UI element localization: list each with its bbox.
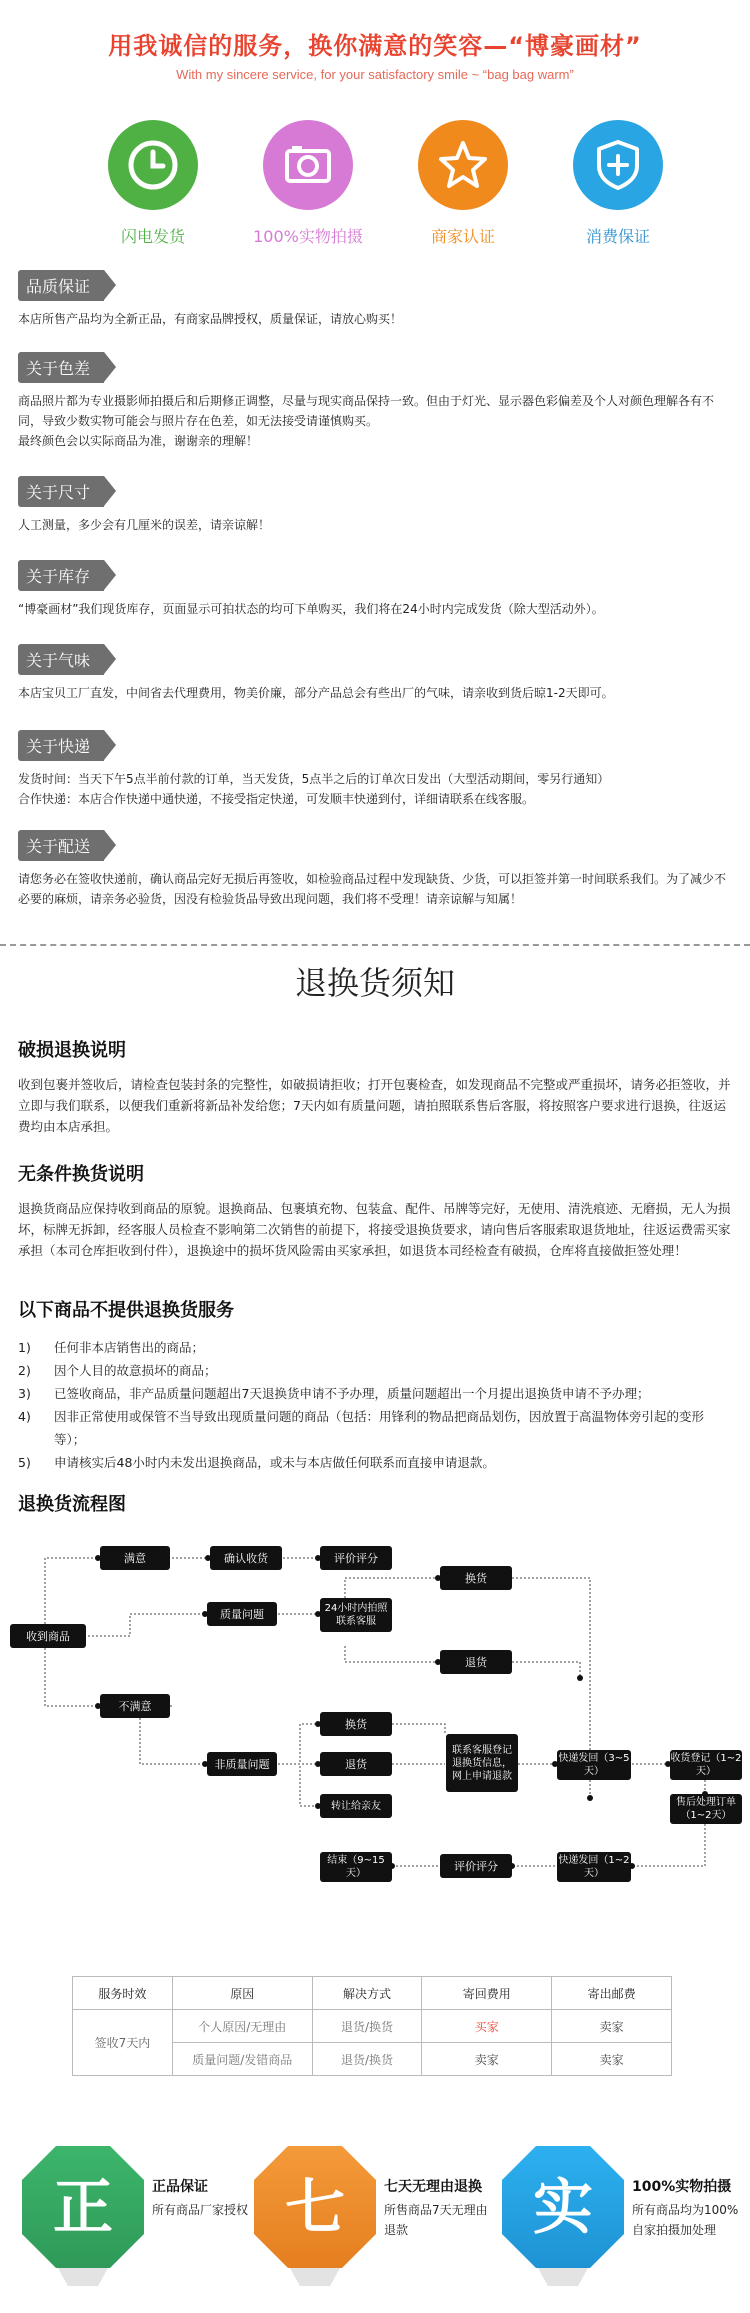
flow-node-satisfied: 满意 bbox=[100, 1546, 170, 1570]
camera-icon bbox=[263, 120, 353, 210]
table-cell-solution: 退货/换货 bbox=[312, 2043, 422, 2076]
section-text: 最终颜色会以实际商品为准，谢谢亲的理解！ bbox=[18, 434, 259, 448]
feature-label: 商家认证 bbox=[430, 227, 495, 246]
flow-node-quality: 质量问题 bbox=[207, 1602, 277, 1626]
excluded-list bbox=[18, 1336, 732, 1474]
list-item: 2) 因个人目的故意损坏的商品； bbox=[18, 1363, 217, 1378]
octagon-badge-icon bbox=[498, 2140, 628, 2290]
shield-plus-icon bbox=[573, 120, 663, 210]
section-tag: 关于尺寸 bbox=[18, 476, 104, 507]
column-header: 解决方式 bbox=[312, 1977, 422, 2010]
table-cell-return-fee: 买家 bbox=[422, 2010, 552, 2043]
list-item: 4) 因非正常使用或保管不当导致出现质量问题的商品（包括：用锋利的物品把商品划伤，因放置于高温物体旁引起的变形等）； bbox=[18, 1409, 705, 1447]
section-express bbox=[18, 730, 734, 809]
list-item: 5) 申请核实后48小时内未发出退换商品，或未与本店做任何联系而直接申请退款。 bbox=[18, 1455, 495, 1470]
table-cell-reason: 质量问题/发错商品 bbox=[172, 2043, 312, 2076]
section-tag: 关于气味 bbox=[18, 644, 104, 675]
block-text: 收到包裹并签收后，请检查包装封条的完整性，如破损请拒收；打开包裹检查，如发现商品不完整或严重损坏，请务必拒签收，并立即与我们联系，以便我们重新将新品补发给您；7天内如有质量问题，请拍照联系售后客服，将按照客户要求进行退换，往返运费均由本店承担。 bbox=[18, 1077, 731, 1134]
badge-genuine bbox=[18, 2140, 268, 2290]
octagon-badge-icon bbox=[250, 2140, 380, 2290]
flow-node-return-mid: 退货 bbox=[320, 1752, 392, 1776]
section-tag: 品质保证 bbox=[18, 270, 104, 301]
feature-fast-delivery bbox=[73, 120, 233, 247]
badge-desc: 所有商品均为100%自家拍摄加处理 bbox=[632, 2203, 739, 2237]
svg-text:七: 七 bbox=[285, 2173, 345, 2243]
feature-label: 100%实物拍摄 bbox=[253, 227, 363, 246]
flow-node-unsatisfied: 不满意 bbox=[100, 1694, 170, 1718]
column-header: 原因 bbox=[172, 1977, 312, 2010]
list-item: 1) 任何非本店销售出的商品； bbox=[18, 1340, 205, 1355]
table-cell-return-fee: 卖家 bbox=[422, 2043, 552, 2076]
flow-node-receipt-register: 收货登记（1~2天） bbox=[670, 1750, 742, 1780]
section-tag: 关于快递 bbox=[18, 730, 104, 761]
clock-icon bbox=[108, 120, 198, 210]
flow-node-gift: 转让给亲友 bbox=[320, 1794, 392, 1818]
flow-node-non-quality: 非质量问题 bbox=[207, 1752, 277, 1776]
section-delivery bbox=[18, 830, 734, 909]
slogan-english: With my sincere service, for your satisfactory smile ~ “bag bag warm” bbox=[176, 67, 574, 82]
section-text: 合作快递：本店合作快递中通快递，不接受指定快递，可发顺丰快递到付，详细请联系在线客服。 bbox=[18, 792, 535, 806]
octagon-badge-icon bbox=[18, 2140, 148, 2290]
block-heading: 以下商品不提供退换货服务 bbox=[18, 1300, 234, 1321]
table-row bbox=[73, 2010, 672, 2043]
damage-return-block bbox=[18, 1036, 732, 1137]
flow-node-exchange-top: 换货 bbox=[440, 1566, 512, 1590]
flow-node-rate-bottom: 评价评分 bbox=[440, 1854, 512, 1878]
block-text: 退换货商品应保持收到商品的原貌。退换商品、包裹填充物、包装盒、配件、吊牌等完好，无使用、清洗痕迹、无磨损，无人为损坏，标牌无拆卸，经客服人员检查不影响第二次销售的前提下，将接受退换货要求，请向售后客服索取退货地址，往返运费需买家承担（本司仓库拒收到付件），退换途中的损坏货风险需由买家承担，如退货本司经检查有破损，仓库将直接做拒签处理！ bbox=[18, 1201, 731, 1258]
section-text: 商品照片都为专业摄影师拍摄后和后期修正调整，尽量与现实商品保持一致。但由于灯光、显示器色彩偏差及个人对颜色理解各有不同，导致少数实物可能会与照片存在色差，如无法接受请谨慎购买。 bbox=[18, 394, 715, 428]
section-text: 发货时间：当天下午5点半前付款的订单，当天发货，5点半之后的订单次日发出（大型活动期间，零另行通知） bbox=[18, 772, 610, 786]
flow-heading-block bbox=[18, 1490, 732, 1516]
badge-title: 100%实物拍摄 bbox=[632, 2179, 732, 2195]
section-stock bbox=[18, 560, 734, 619]
dashed-divider bbox=[0, 944, 750, 946]
flow-node-ship-back2: 快递发回（1~2天） bbox=[557, 1852, 631, 1882]
star-icon bbox=[418, 120, 508, 210]
column-header: 服务时效 bbox=[73, 1977, 173, 2010]
section-text: 请您务必在签收快递前，确认商品完好无损后再签收，如检验商品过程中发现缺货、少货，可以拒签并第一时间联系我们。为了减少不必要的麻烦，请亲务必验货，因没有检验货品导致出现问题，我们将不受理！请亲谅解与知属！ bbox=[18, 872, 727, 906]
slogan-chinese: 用我诚信的服务，换你满意的笑容—“博豪画材” bbox=[108, 32, 642, 60]
svg-text:正: 正 bbox=[53, 2173, 113, 2243]
table-cell-period: 签收7天内 bbox=[73, 2010, 173, 2076]
section-text: “博豪画材”我们现货库存，页面显示可拍状态的均可下单购买，我们将在24小时内完成发货（除大型活动外）。 bbox=[18, 602, 604, 616]
flow-node-receive: 收到商品 bbox=[10, 1624, 86, 1648]
flow-node-exchange-mid: 换货 bbox=[320, 1712, 392, 1736]
feature-label: 闪电发货 bbox=[120, 227, 185, 246]
badge-desc: 所有商品厂家授权 bbox=[152, 2203, 249, 2217]
block-heading: 无条件换货说明 bbox=[18, 1164, 144, 1185]
flow-node-ship-back: 快递发回（3~5天） bbox=[557, 1750, 631, 1780]
excluded-goods-block bbox=[18, 1296, 732, 1474]
table-cell-ship-fee: 卖家 bbox=[552, 2010, 672, 2043]
section-quality bbox=[18, 270, 734, 329]
list-item: 3) 已签收商品，非产品质量问题超出7天退换货申请不予办理，质量问题超出一个月提出退换货申请不予办理； bbox=[18, 1386, 650, 1401]
unconditional-exchange-block bbox=[18, 1160, 732, 1261]
section-color-difference bbox=[18, 352, 734, 451]
flow-node-contact24: 24小时内拍照联系客服 bbox=[320, 1598, 392, 1632]
table-cell-ship-fee: 卖家 bbox=[552, 2043, 672, 2076]
svg-text:实: 实 bbox=[533, 2173, 593, 2243]
header-slogan bbox=[0, 26, 750, 82]
flow-node-cs-form: 联系客服登记退换货信息，网上申请退款 bbox=[446, 1734, 518, 1792]
flow-node-return-top: 退货 bbox=[440, 1650, 512, 1674]
table-header-row bbox=[73, 1977, 672, 2010]
flow-node-rate-top: 评价评分 bbox=[320, 1546, 392, 1570]
block-heading: 破损退换说明 bbox=[18, 1040, 126, 1061]
section-size bbox=[18, 476, 734, 535]
section-text: 人工测量，多少会有几厘米的误差，请亲谅解！ bbox=[18, 518, 271, 532]
returns-title: 退换货须知 bbox=[294, 964, 455, 1002]
badge-desc: 所售商品7天无理由退款 bbox=[384, 2203, 488, 2237]
section-tag: 关于色差 bbox=[18, 352, 104, 383]
badge-seven-day bbox=[250, 2140, 500, 2290]
flow-heading: 退换货流程图 bbox=[18, 1494, 126, 1515]
column-header: 寄出邮费 bbox=[552, 1977, 672, 2010]
return-flow-chart bbox=[0, 1530, 750, 1930]
section-tag: 关于库存 bbox=[18, 560, 104, 591]
flow-node-after-sale: 售后处理订单（1~2天） bbox=[670, 1794, 742, 1824]
badge-real-photo bbox=[498, 2140, 748, 2290]
section-text: 本店宝贝工厂直发，中间省去代理费用，物美价廉，部分产品总会有些出厂的气味，请亲收到货后晾1-2天即可。 bbox=[18, 686, 614, 700]
flow-node-end: 结束（9~15天） bbox=[320, 1852, 392, 1882]
feature-merchant-certified bbox=[383, 120, 543, 247]
service-table bbox=[72, 1976, 672, 2076]
flow-node-confirm: 确认收货 bbox=[210, 1546, 282, 1570]
column-header: 寄回费用 bbox=[422, 1977, 552, 2010]
table-cell-solution: 退货/换货 bbox=[312, 2010, 422, 2043]
feature-row bbox=[0, 120, 750, 260]
feature-real-photo bbox=[228, 120, 388, 247]
badge-title: 正品保证 bbox=[152, 2179, 208, 2195]
badge-title: 七天无理由退换 bbox=[384, 2179, 482, 2195]
section-tag: 关于配送 bbox=[18, 830, 104, 861]
section-smell bbox=[18, 644, 734, 703]
feature-consumer-guarantee bbox=[538, 120, 698, 247]
table-cell-reason: 个人原因/无理由 bbox=[172, 2010, 312, 2043]
feature-label: 消费保证 bbox=[585, 227, 650, 246]
section-text: 本店所售产品均为全新正品，有商家品牌授权，质量保证，请放心购买！ bbox=[18, 312, 403, 326]
